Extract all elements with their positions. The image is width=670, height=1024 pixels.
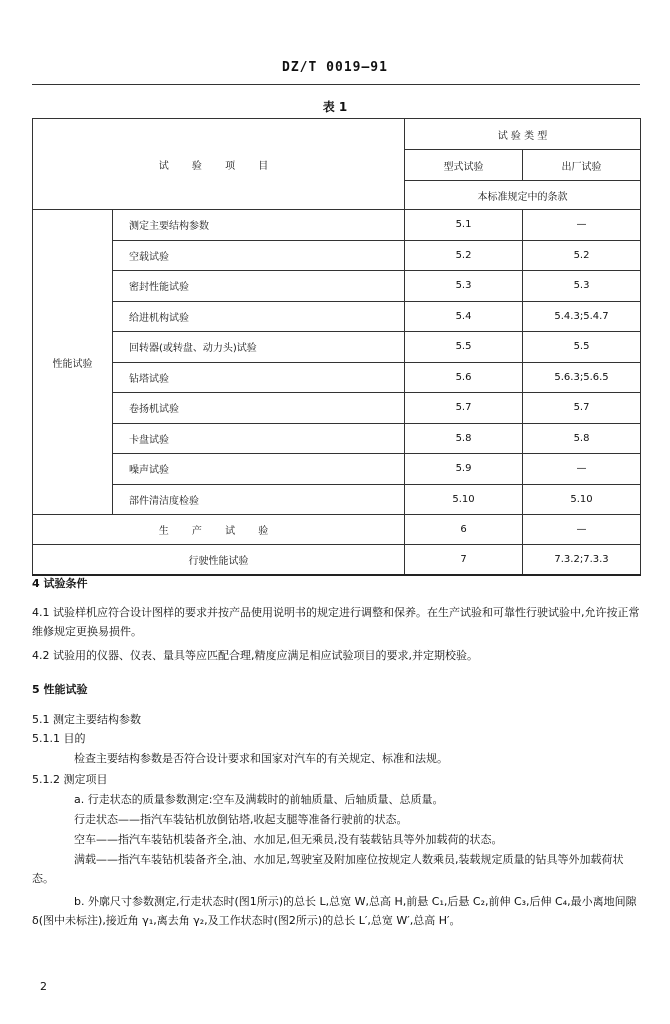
row-factory: 5.4.3;5.4.7 [523, 301, 641, 332]
table-row [33, 454, 641, 485]
row-type: 5.8 [405, 423, 523, 454]
header-test-type: 试 验 类 型 [405, 119, 641, 150]
row-factory: — [523, 454, 641, 485]
empty-state-definition: 空车——指汽车装钻机装备齐全,油、水加足,但无乘员,没有装载钻具等外加载荷的状态。 [74, 833, 503, 846]
row-item: 卡盘试验 [113, 423, 405, 454]
row-item: 密封性能试验 [113, 271, 405, 302]
table-row [33, 271, 641, 302]
travel-state-definition: 行走状态——指汽车装钻机放倒钻塔,收起支腿等准备行驶前的状态。 [74, 813, 408, 826]
row-factory: 5.3 [523, 271, 641, 302]
section-5-1-1: 5.1.1 目的 [32, 732, 86, 745]
row-item: 卷扬机试验 [113, 393, 405, 424]
table-row [33, 423, 641, 454]
row-item: 噪声试验 [113, 454, 405, 485]
row-factory: — [523, 515, 641, 545]
table-title: 表 1 [322, 100, 348, 114]
page-number: 2 [40, 980, 47, 993]
row-type: 5.4 [405, 301, 523, 332]
section-5-1-2: 5.1.2 测定项目 [32, 773, 108, 786]
row-type: 5.9 [405, 454, 523, 485]
row-type: 5.7 [405, 393, 523, 424]
test-items-table [32, 118, 641, 576]
row-factory: 5.5 [523, 332, 641, 363]
section-5-1: 5.1 测定主要结构参数 [32, 713, 141, 726]
row-item: 空载试验 [113, 240, 405, 271]
document-id: DZ/T 0019—91 [282, 60, 388, 75]
table-row [33, 210, 641, 241]
header-clause: 本标准规定中的条款 [405, 181, 641, 210]
header-type-test: 型式试验 [405, 150, 523, 181]
section-4-1: 4.1 试验样机应符合设计图样的要求并按产品使用说明书的规定进行调整和保养。在生产试验和可靠性行驶试验中,允许按正常维修规定更换易损件。 [32, 606, 640, 638]
table-header-row [33, 119, 641, 150]
row-item: 生 产 试 验 [33, 515, 405, 545]
table-row [33, 484, 641, 515]
table-row [33, 362, 641, 393]
row-item: 部件清洁度检验 [113, 484, 405, 515]
section-4-2: 4.2 试验用的仪器、仪表、量具等应匹配合理,精度应满足相应试验项目的要求,并定期校验。 [32, 649, 478, 662]
header-test-item: 试 验 项 目 [33, 119, 405, 210]
table-row-production [33, 515, 641, 545]
row-type: 5.3 [405, 271, 523, 302]
row-factory: 5.2 [523, 240, 641, 271]
header-factory-test: 出厂试验 [523, 150, 641, 181]
row-item: 测定主要结构参数 [113, 210, 405, 241]
row-type: 5.5 [405, 332, 523, 363]
row-item: 给进机构试验 [113, 301, 405, 332]
row-item: 钻塔试验 [113, 362, 405, 393]
section-4-heading: 4 试验条件 [32, 577, 88, 590]
row-factory: 7.3.2;7.3.3 [523, 545, 641, 576]
purpose-paragraph: 检查主要结构参数是否符合设计要求和国家对汽车的有关规定、标准和法规。 [74, 752, 448, 765]
table-row-driving [33, 545, 641, 576]
row-item: 回转器(或转盘、动力头)试验 [113, 332, 405, 363]
group-performance: 性能试验 [33, 210, 113, 515]
row-factory: — [523, 210, 641, 241]
table-row [33, 332, 641, 363]
table-row [33, 393, 641, 424]
row-item: 行驶性能试验 [33, 545, 405, 576]
row-type: 6 [405, 515, 523, 545]
row-factory: 5.8 [523, 423, 641, 454]
table-row [33, 240, 641, 271]
header-rule [32, 84, 640, 85]
row-factory: 5.6.3;5.6.5 [523, 362, 641, 393]
full-load-definition: 满载——指汽车装钻机装备齐全,油、水加足,驾驶室及附加座位按规定人数乘员,装载规定质量的钻具等外加载荷状态。 [32, 853, 624, 885]
row-factory: 5.7 [523, 393, 641, 424]
section-5-heading: 5 性能试验 [32, 683, 88, 696]
item-a: a. 行走状态的质量参数测定:空车及满载时的前轴质量、后轴质量、总质量。 [74, 793, 444, 806]
row-type: 7 [405, 545, 523, 576]
table-row [33, 301, 641, 332]
row-type: 5.1 [405, 210, 523, 241]
row-type: 5.6 [405, 362, 523, 393]
item-b: b. 外廓尺寸参数测定,行走状态时(图1所示)的总长 L,总宽 W,总高 H,前悬 C₁,后悬 C₂,前伸 C₃,后伸 C₄,最小离地间隙 δ(图中未标注),接近角 γ₁,离去角 γ₂,及工作状态时(图2所示)的总长 L′,总宽 W′,总高 H′。 [32, 895, 637, 927]
row-type: 5.10 [405, 484, 523, 515]
row-type: 5.2 [405, 240, 523, 271]
row-factory: 5.10 [523, 484, 641, 515]
